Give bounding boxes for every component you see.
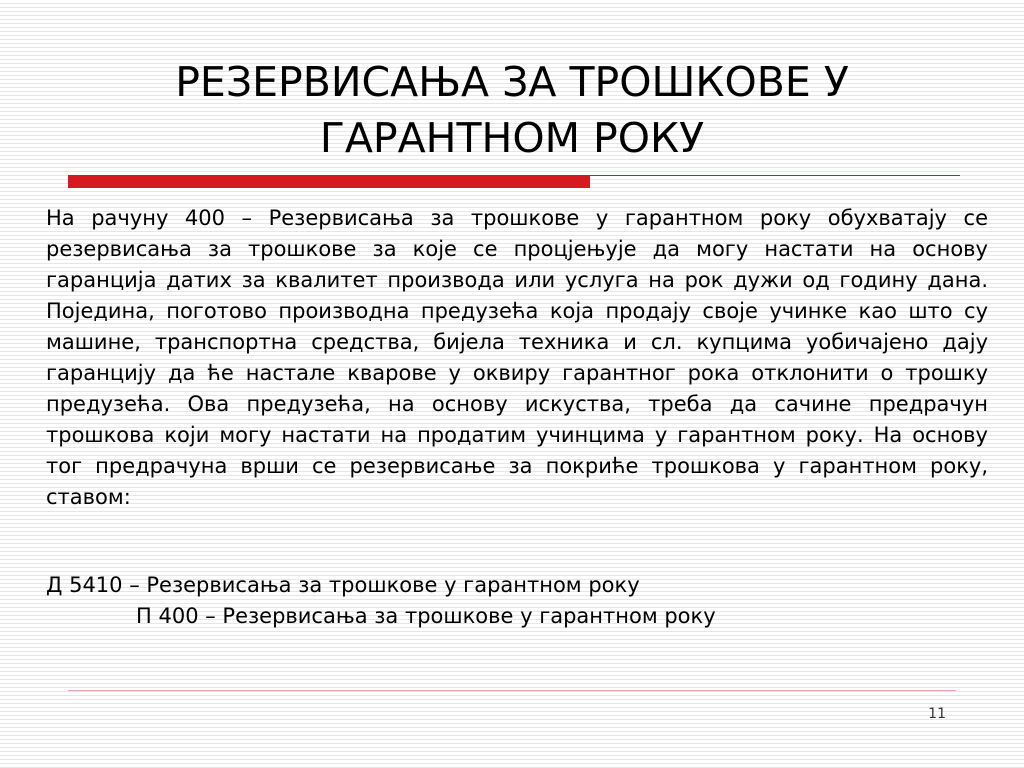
footer-divider: [68, 690, 956, 691]
page-number: 11: [928, 706, 946, 722]
journal-entry-debit: Д 5410 – Резервисања за трошкове у гарантном року: [46, 573, 640, 597]
journal-entry-credit: П 400 – Резервисања за трошкове у гарантном року: [136, 604, 716, 628]
slide-title-line-1: РЕЗЕРВИСАЊА ЗА ТРОШКОВЕ У: [175, 58, 849, 106]
title-underline-thick: [68, 175, 590, 188]
body-paragraph: На рачуну 400 – Резервисања за трошкове у гарантном року обухватају се резервисања за трошкове за које се процјењује да могу настати на основу гаранција датих за квалитет производа или услуга на рок дужи од годину дана. Поједина, поготово производна предузећа која продају своје учинке као што су машине, транспортна средства, бијела техника и сл. купцима уобичајено дају гаранцију да ће настале кварове у оквиру гарантног рока отклонити о трошку предузећа. Ова предузећа, на основу искуства, треба да сачине предрачун трошкова који могу настати на продатим учинцима у гарантном року. На основу тог предрачуна врши се резервисање за покриће трошкова у гарантном року, ставом:: [46, 206, 988, 509]
slide-title-line-2: ГАРАНТНОМ РОКУ: [319, 114, 705, 162]
title-underline-thin: [590, 175, 960, 176]
slide-title: [60, 54, 964, 166]
